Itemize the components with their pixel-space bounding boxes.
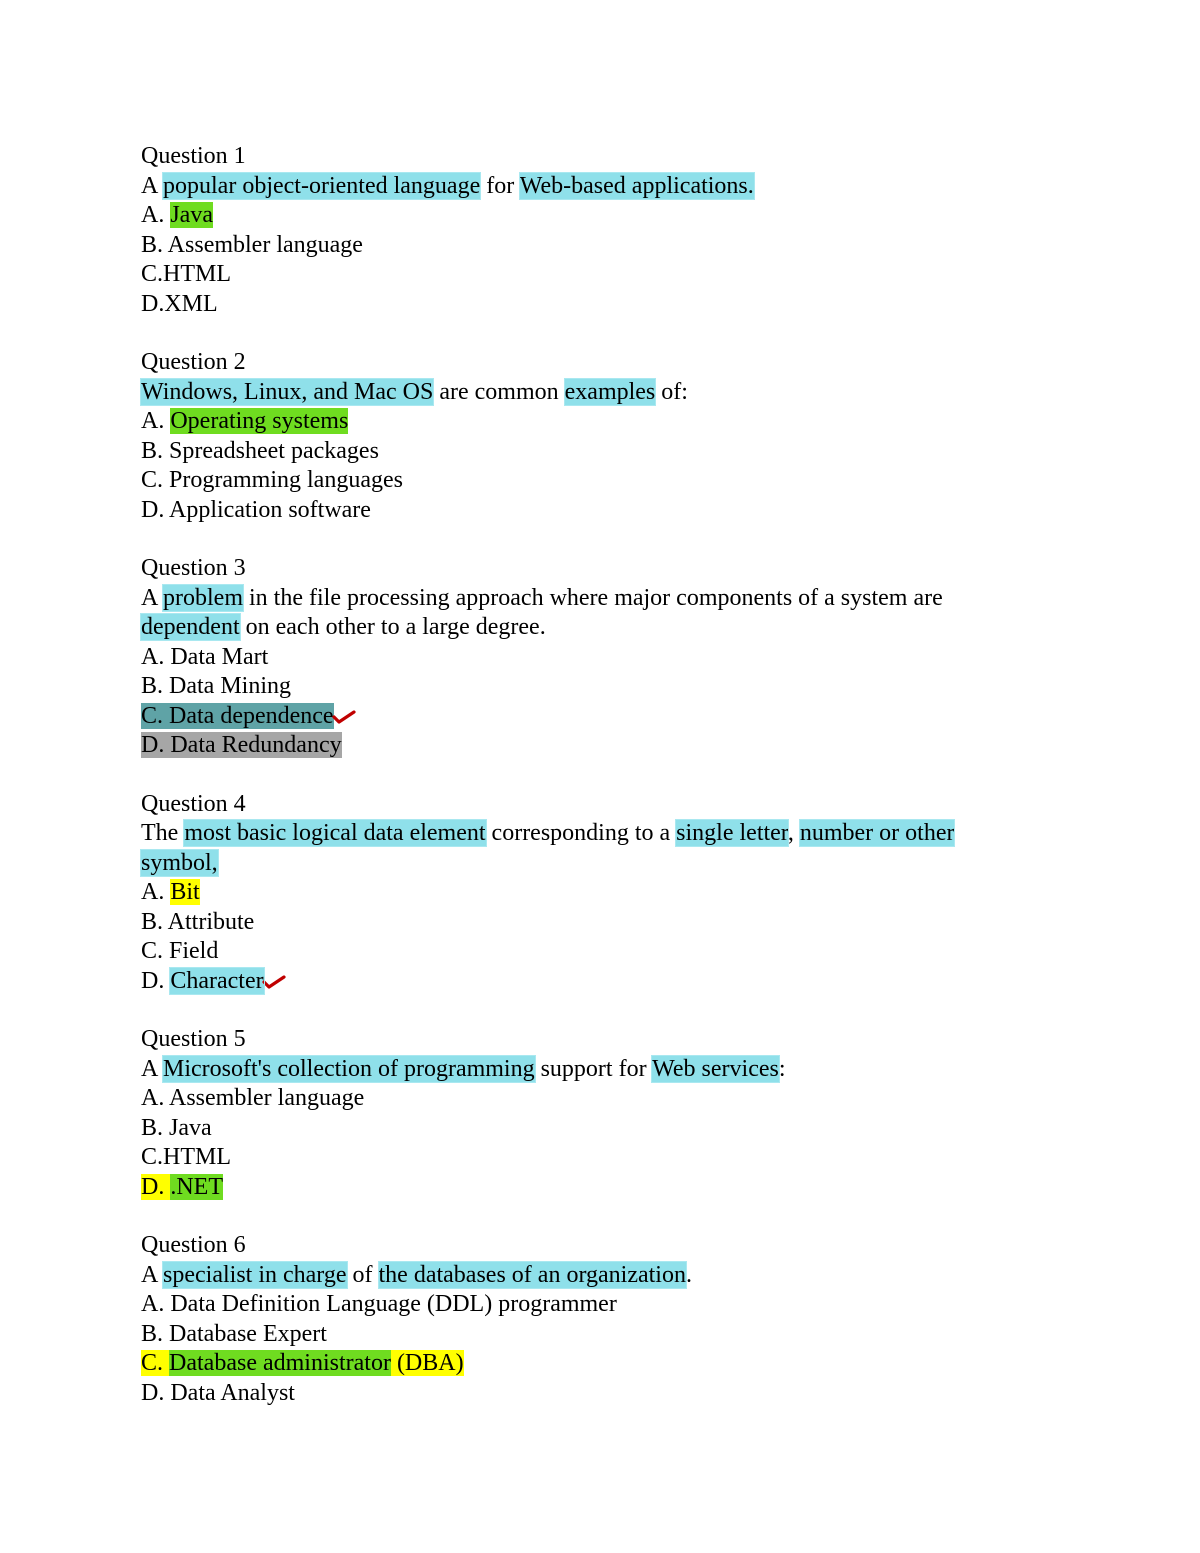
answer-option [141, 201, 1021, 231]
answer-text: D. Data Analyst [141, 1379, 295, 1406]
answer-option [141, 1349, 1021, 1379]
answer-text: C. Field [141, 938, 219, 964]
answer-text: B. Java [141, 1114, 212, 1141]
highlighted-answer-text: .NET [170, 1173, 223, 1200]
question-block [141, 1231, 1021, 1408]
checkmark-icon [332, 707, 356, 725]
highlighted-answer-text: (DBA) [390, 1350, 464, 1376]
question-title: Question 5 [141, 1026, 246, 1052]
question-title: Question 3 [141, 555, 246, 581]
answer-option [141, 702, 1021, 732]
answer-option [141, 260, 1021, 290]
question-title: Question 2 [141, 349, 246, 375]
answer-text: D.XML [141, 290, 218, 317]
question-block [141, 142, 1021, 319]
answer-option [141, 1084, 1021, 1114]
answer-option [141, 496, 1021, 526]
question-stem [141, 1261, 1021, 1291]
highlighted-answer-text: Character [170, 967, 264, 994]
answer-text: A. Assembler language [141, 1085, 365, 1111]
highlighted-keyword: specialist in charge [163, 1261, 347, 1288]
highlighted-keyword: most basic logical data element [184, 820, 486, 846]
stem-text: on each other to a large degree. [239, 614, 546, 640]
stem-text: The [141, 820, 185, 846]
question-title: Question 1 [141, 143, 246, 169]
checkmark-icon [262, 972, 286, 990]
stem-text: corresponding to a [485, 820, 677, 846]
question-stem [141, 378, 1021, 408]
question-block [141, 1025, 1021, 1202]
stem-text: are common [433, 378, 565, 405]
stem-text: in the file processing approach where major components of a system are [243, 584, 943, 611]
highlighted-keyword: the databases of an organization [378, 1261, 686, 1288]
stem-text: A [141, 1261, 164, 1288]
stem-text: support for [534, 1055, 653, 1082]
highlighted-keyword: Microsoft's collection of programming [163, 1055, 535, 1082]
answer-option [141, 672, 1021, 702]
stem-text: for [480, 172, 520, 199]
answer-option [141, 643, 1021, 673]
highlighted-keyword: Windows, Linux, and Mac OS [141, 378, 434, 405]
answer-text: A. Data Definition Language (DDL) programmer [141, 1291, 617, 1317]
question-title: Question 6 [141, 1232, 246, 1258]
answer-option [141, 466, 1021, 496]
highlighted-keyword: number or other symbol, [141, 820, 955, 876]
answer-option [141, 731, 1021, 761]
answer-text: A. Data Mart [141, 643, 269, 670]
highlighted-answer-text: D. Data Redundancy [141, 732, 342, 758]
answer-option [141, 908, 1021, 938]
answer-text: B. Data Mining [141, 673, 291, 699]
highlighted-keyword: popular object-oriented language [163, 172, 481, 199]
highlighted-answer-text: Operating systems [170, 408, 349, 434]
stem-text: A [141, 584, 164, 611]
answer-option [141, 1290, 1021, 1320]
answer-text: B. Assembler language [141, 231, 363, 258]
answer-text: B. Attribute [141, 908, 255, 935]
answer-option [141, 1379, 1021, 1409]
answer-option [141, 231, 1021, 261]
answer-option [141, 937, 1021, 967]
highlighted-keyword: problem [163, 584, 243, 611]
answer-text: A. [141, 879, 171, 905]
answer-text: D. [141, 967, 171, 994]
answer-text: B. Spreadsheet packages [141, 437, 379, 464]
stem-text: A [141, 172, 164, 199]
answer-option [141, 1143, 1021, 1173]
stem-text: of [346, 1261, 379, 1288]
highlighted-keyword: dependent [141, 614, 240, 640]
answer-option [141, 407, 1021, 437]
highlighted-answer-text: Java [170, 202, 213, 228]
highlighted-keyword: single letter [676, 820, 788, 846]
answer-text: B. Database Expert [141, 1320, 327, 1347]
answer-option [141, 878, 1021, 908]
stem-text: A [141, 1055, 164, 1082]
answer-text: A. [141, 202, 171, 228]
question-stem [141, 584, 1021, 643]
answer-text: D. Application software [141, 496, 371, 523]
answer-option [141, 1114, 1021, 1144]
highlighted-answer-text: Database administrator [169, 1350, 391, 1376]
stem-text: : [778, 1055, 786, 1082]
highlighted-answer-text: C. Data dependence [141, 702, 334, 729]
question-stem [141, 172, 1021, 202]
highlighted-keyword: examples [564, 378, 656, 405]
question-block [141, 348, 1021, 525]
highlighted-answer-text: D. [141, 1173, 171, 1200]
question-title: Question 4 [141, 790, 246, 817]
highlighted-keyword: Web services [652, 1055, 779, 1082]
question-stem [141, 1055, 1021, 1085]
answer-text: C. Programming languages [141, 467, 403, 493]
answer-option [141, 1320, 1021, 1350]
answer-option [141, 437, 1021, 467]
question-block [141, 554, 1021, 761]
answer-option [141, 290, 1021, 320]
question-stem [141, 819, 1021, 878]
highlighted-keyword: Web-based applications. [519, 172, 754, 199]
answer-option [141, 967, 1021, 997]
quiz-document [141, 142, 1021, 1437]
stem-text: . [685, 1261, 692, 1288]
answer-option [141, 1173, 1021, 1203]
answer-text: C.HTML [141, 1144, 231, 1170]
stem-text: , [787, 820, 800, 846]
question-block [141, 790, 1021, 997]
stem-text: of: [655, 378, 688, 405]
highlighted-answer-text: Bit [170, 879, 200, 905]
highlighted-answer-text: C. [141, 1350, 170, 1376]
answer-text: A. [141, 408, 171, 434]
answer-text: C.HTML [141, 261, 231, 287]
